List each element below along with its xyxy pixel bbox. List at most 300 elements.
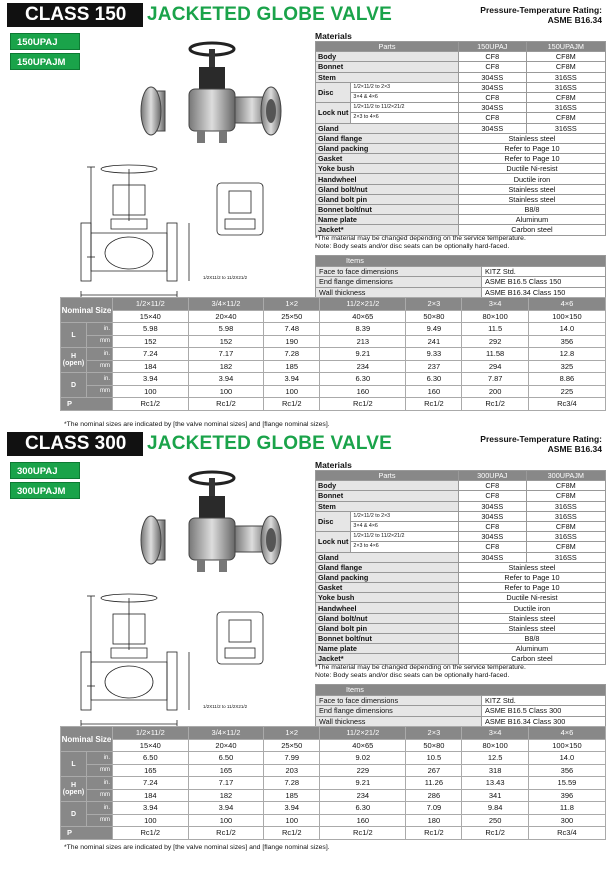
dimension-value-mm: 325 [528, 360, 605, 373]
dimension-value-in: 6.30 [406, 373, 462, 386]
dimension-value-mm: 234 [320, 360, 406, 373]
part-name: Handwheel [316, 603, 459, 613]
material-value: B8/8 [458, 205, 605, 215]
valve-photo [137, 39, 287, 157]
part-name: Gland flange [316, 562, 459, 572]
item-name: Face to face dimensions [316, 695, 482, 706]
table-row [316, 572, 606, 582]
dimension-value-mm: 356 [528, 335, 605, 348]
connection-value: Rc1/2 [264, 827, 320, 840]
standards-table [315, 255, 606, 298]
table-row [316, 277, 606, 288]
dimension-value-mm: 203 [264, 764, 320, 777]
dimension-value-in: 3.94 [113, 373, 189, 386]
dimension-row-mm [61, 385, 606, 398]
unit-inch: in. [87, 752, 113, 765]
material-value: Ductile iron [458, 603, 605, 613]
part-name: Disc [316, 82, 351, 102]
material-value: CF8M [526, 521, 605, 531]
size-range: 2×3 to 4×6 [351, 542, 459, 552]
item-value: KITZ Std. [482, 695, 606, 706]
part-name: Name plate [316, 215, 459, 225]
size-range: 3×4 & 4×6 [351, 92, 459, 102]
model-badge: 150UPAJM [10, 53, 80, 70]
dimension-value-in: 8.86 [528, 373, 605, 386]
dimension-value-mm: 100 [188, 814, 264, 827]
model-badge: 300UPAJM [10, 482, 80, 499]
material-value: Refer to Page 10 [458, 154, 605, 164]
dimension-value-in: 3.94 [264, 802, 320, 815]
item-name: End flange dimensions [316, 277, 482, 288]
table-row [316, 92, 606, 102]
size-mm: 40×65 [320, 310, 406, 323]
connection-row [61, 827, 606, 840]
unit-mm: mm [87, 814, 113, 827]
size-mm: 100×150 [528, 739, 605, 752]
dimension-value-in: 6.50 [113, 752, 189, 765]
dimension-value-mm: 185 [264, 360, 320, 373]
material-value: B8/8 [458, 634, 605, 644]
material-value: Stainless steel [458, 133, 605, 143]
dimension-value-mm: 234 [320, 789, 406, 802]
rating-standard: ASME B16.34 [547, 444, 602, 454]
table-row [316, 716, 606, 727]
table-row [316, 511, 606, 521]
dimension-value-mm: 160 [406, 385, 462, 398]
dimension-value-in: 11.8 [528, 802, 605, 815]
part-name: Body [316, 52, 459, 62]
dimension-value-in: 6.30 [320, 373, 406, 386]
material-value: CF8 [458, 113, 526, 123]
dimension-value-in: 11.58 [462, 348, 529, 361]
dimension-value-mm: 229 [320, 764, 406, 777]
size-range: 3×4 & 4×6 [351, 521, 459, 531]
part-name: Bonnet bolt/nut [316, 634, 459, 644]
dimension-value-in: 9.21 [320, 348, 406, 361]
table-row [316, 123, 606, 133]
material-value: Refer to Page 10 [458, 572, 605, 582]
dimension-value-in: 5.98 [113, 323, 189, 336]
dimension-label: D [61, 802, 87, 827]
valve-drawing [77, 161, 277, 311]
material-value: Aluminum [458, 644, 605, 654]
size-inch: 1/2×11/2 [113, 727, 189, 740]
dimension-value-mm: 100 [188, 385, 264, 398]
table-row [316, 623, 606, 633]
size-mm: 50×80 [406, 310, 462, 323]
material-value: 304SS [458, 82, 526, 92]
header-cell: 300UPAJM [526, 471, 605, 481]
connection-value: Rc1/2 [113, 827, 189, 840]
part-name: Gland flange [316, 133, 459, 143]
material-value: 316SS [526, 552, 605, 562]
material-value: CF8M [526, 542, 605, 552]
material-value: Ductile iron [458, 174, 605, 184]
dimension-label: H (open) [61, 348, 87, 373]
dimension-value-mm: 100 [113, 814, 189, 827]
size-range: 2×3 to 4×6 [351, 113, 459, 123]
table-row [316, 194, 606, 204]
table-row [316, 205, 606, 215]
unit-mm: mm [87, 764, 113, 777]
unit-mm: mm [87, 789, 113, 802]
part-name: Jacket* [316, 225, 459, 235]
materials-header-row [316, 471, 606, 481]
dimension-value-in: 7.17 [188, 348, 264, 361]
material-value: 316SS [526, 501, 605, 511]
size-range: 1/2×11/2 to 2×3 [351, 82, 459, 92]
material-value: Aluminum [458, 215, 605, 225]
table-row [316, 113, 606, 123]
materials-header-row [316, 42, 606, 52]
dimension-value-mm: 152 [113, 335, 189, 348]
footnote: *The nominal sizes are indicated by [the valve nominal sizes] and [flange nominal sizes]. [64, 421, 330, 428]
size-inch-row [61, 727, 606, 740]
size-inch: 3/4×11/2 [188, 298, 264, 311]
material-value: 316SS [526, 123, 605, 133]
items-header-row [316, 685, 606, 696]
dimension-value-in: 3.94 [113, 802, 189, 815]
dimension-value-in: 9.49 [406, 323, 462, 336]
rating-standard: ASME B16.34 [547, 15, 602, 25]
drawing-note: 1/2X11/2 to 11/2X21/2 [203, 275, 248, 280]
connection-value: Rc1/2 [320, 827, 406, 840]
connection-value: Rc3/4 [528, 398, 605, 411]
dimension-value-in: 7.28 [264, 348, 320, 361]
part-name: Jacket* [316, 654, 459, 664]
connection-label: P [61, 398, 113, 411]
size-inch: 1×2 [264, 298, 320, 311]
table-row [316, 634, 606, 644]
dimension-value-mm: 100 [113, 385, 189, 398]
size-inch: 1/2×11/2 [113, 298, 189, 311]
table-row [316, 562, 606, 572]
materials-notes [315, 664, 612, 679]
section-class-300 [7, 432, 606, 856]
size-inch: 2×3 [406, 298, 462, 311]
materials-heading: Materials [315, 31, 352, 41]
materials-table [315, 41, 606, 236]
table-row [316, 72, 606, 82]
size-range: 1/2×11/2 to 2×3 [351, 511, 459, 521]
dimension-value-mm: 241 [406, 335, 462, 348]
model-badge: 150UPAJ [10, 33, 80, 50]
dimension-value-in: 10.5 [406, 752, 462, 765]
part-name: Gasket [316, 583, 459, 593]
dimension-value-in: 7.48 [264, 323, 320, 336]
size-range: 1/2×11/2 to 11/2×21/2 [351, 103, 459, 113]
dimensions-table [60, 297, 606, 411]
size-inch: 2×3 [406, 727, 462, 740]
dimension-value-mm: 180 [406, 814, 462, 827]
part-name: Gland bolt pin [316, 623, 459, 633]
material-value: CF8 [458, 52, 526, 62]
material-value: CF8M [526, 92, 605, 102]
connection-value: Rc1/2 [188, 398, 264, 411]
table-row [316, 532, 606, 542]
footnote: *The nominal sizes are indicated by [the valve nominal sizes] and [flange nominal sizes]. [64, 844, 330, 851]
connection-value: Rc1/2 [462, 398, 529, 411]
nominal-size-label: Nominal Size [61, 727, 113, 752]
material-value: CF8 [458, 481, 526, 491]
unit-inch: in. [87, 373, 113, 386]
dimension-value-in: 14.0 [528, 323, 605, 336]
section-class-150 [7, 3, 606, 429]
table-row [316, 491, 606, 501]
table-row [316, 266, 606, 277]
dimension-value-mm: 165 [113, 764, 189, 777]
header-cell: Parts [316, 42, 459, 52]
material-value: Ductile Ni-resist [458, 164, 605, 174]
size-inch: 11/2×21/2 [320, 727, 406, 740]
pressure-rating [480, 5, 602, 25]
item-name: Face to face dimensions [316, 266, 482, 277]
table-row [316, 184, 606, 194]
item-value: ASME B16.5 Class 150 [482, 277, 606, 288]
table-row [316, 133, 606, 143]
part-name: Bonnet bolt/nut [316, 205, 459, 215]
dimension-value-mm: 292 [462, 335, 529, 348]
dimension-value-mm: 200 [462, 385, 529, 398]
dimension-value-in: 7.99 [264, 752, 320, 765]
size-range: 1/2×11/2 to 11/2×21/2 [351, 532, 459, 542]
table-row [316, 654, 606, 664]
part-name: Gland packing [316, 143, 459, 153]
item-name: Wall thickness [316, 716, 482, 727]
valve-drawing [77, 590, 277, 740]
valve-photo [137, 468, 287, 586]
items-header: Items [316, 685, 606, 696]
materials-table [315, 470, 606, 665]
dimension-value-in: 6.30 [320, 802, 406, 815]
table-row [316, 215, 606, 225]
size-mm: 15×40 [113, 310, 189, 323]
dimensions-table [60, 726, 606, 840]
standards-table [315, 684, 606, 727]
material-value: CF8 [458, 521, 526, 531]
dimension-value-mm: 225 [528, 385, 605, 398]
dimension-value-in: 14.0 [528, 752, 605, 765]
table-row [316, 164, 606, 174]
material-value: 316SS [526, 511, 605, 521]
table-row [316, 613, 606, 623]
material-value: 316SS [526, 82, 605, 92]
dimension-label: L [61, 323, 87, 348]
dimension-value-in: 3.94 [188, 373, 264, 386]
material-value: CF8M [526, 491, 605, 501]
material-value: CF8 [458, 491, 526, 501]
dimension-row-mm [61, 764, 606, 777]
dimension-value-in: 7.87 [462, 373, 529, 386]
rating-label: Pressure-Temperature Rating: [480, 5, 602, 15]
dimension-value-in: 9.21 [320, 777, 406, 790]
dimension-row-in [61, 348, 606, 361]
size-mm: 50×80 [406, 739, 462, 752]
dimension-value-mm: 190 [264, 335, 320, 348]
dimension-value-mm: 160 [320, 814, 406, 827]
unit-mm: mm [87, 385, 113, 398]
dimension-value-in: 3.94 [188, 802, 264, 815]
material-value: 304SS [458, 511, 526, 521]
material-value: CF8M [526, 52, 605, 62]
part-name: Gland [316, 123, 459, 133]
material-value: 304SS [458, 123, 526, 133]
material-value: 304SS [458, 72, 526, 82]
item-name: Wall thickness [316, 287, 482, 298]
model-badge: 300UPAJ [10, 462, 80, 479]
table-row [316, 62, 606, 72]
table-row [316, 644, 606, 654]
dimension-value-mm: 100 [264, 814, 320, 827]
material-value: Stainless steel [458, 194, 605, 204]
size-inch: 4×6 [528, 298, 605, 311]
material-value: Stainless steel [458, 613, 605, 623]
class-label: CLASS 150 [7, 3, 143, 27]
dimension-value-mm: 185 [264, 789, 320, 802]
table-row [316, 174, 606, 184]
dimension-value-mm: 286 [406, 789, 462, 802]
material-value: Carbon steel [458, 225, 605, 235]
material-value: CF8 [458, 62, 526, 72]
dimension-value-in: 11.26 [406, 777, 462, 790]
items-header: Items [316, 256, 606, 267]
dimension-row-in [61, 777, 606, 790]
material-value: 304SS [458, 552, 526, 562]
note-line: Note: Body seats and/or disc seats can be optionally hard-faced. [315, 242, 510, 250]
table-row [316, 143, 606, 153]
table-row [316, 154, 606, 164]
dimension-label: L [61, 752, 87, 777]
dimension-value-mm: 300 [528, 814, 605, 827]
dimension-value-in: 13.43 [462, 777, 529, 790]
item-name: End flange dimensions [316, 706, 482, 717]
note-line: *The material may be changed depending on the service temperature. [315, 664, 526, 671]
items-header-row [316, 256, 606, 267]
part-name: Handwheel [316, 174, 459, 184]
model-list [10, 33, 80, 73]
dimension-value-mm: 318 [462, 764, 529, 777]
connection-value: Rc1/2 [188, 827, 264, 840]
part-name: Stem [316, 501, 459, 511]
connection-value: Rc1/2 [264, 398, 320, 411]
item-value: ASME B16.34 Class 300 [482, 716, 606, 727]
dimension-row-in [61, 323, 606, 336]
size-mm: 80×100 [462, 310, 529, 323]
dimension-value-mm: 152 [188, 335, 264, 348]
size-mm: 40×65 [320, 739, 406, 752]
connection-value: Rc1/2 [113, 398, 189, 411]
dimension-row-mm [61, 789, 606, 802]
unit-inch: in. [87, 777, 113, 790]
size-inch: 3/4×11/2 [188, 727, 264, 740]
table-row [316, 603, 606, 613]
dimension-value-in: 6.50 [188, 752, 264, 765]
section-header [7, 432, 606, 456]
material-value: Ductile Ni-resist [458, 593, 605, 603]
connection-row [61, 398, 606, 411]
part-name: Gasket [316, 154, 459, 164]
size-inch: 3×4 [462, 727, 529, 740]
size-inch: 3×4 [462, 298, 529, 311]
part-name: Lock nut [316, 532, 351, 552]
table-row [316, 501, 606, 511]
dimension-value-mm: 160 [320, 385, 406, 398]
size-mm-row [61, 739, 606, 752]
dimension-row-in [61, 752, 606, 765]
materials-heading: Materials [315, 460, 352, 470]
unit-mm: mm [87, 360, 113, 373]
size-inch: 1×2 [264, 727, 320, 740]
dimension-value-in: 7.09 [406, 802, 462, 815]
dimension-value-mm: 184 [113, 360, 189, 373]
connection-label: P [61, 827, 113, 840]
unit-mm: mm [87, 335, 113, 348]
part-name: Gland bolt pin [316, 194, 459, 204]
table-row [316, 542, 606, 552]
table-row [316, 552, 606, 562]
table-row [316, 706, 606, 717]
dimension-value-mm: 250 [462, 814, 529, 827]
material-value: CF8M [526, 113, 605, 123]
table-row [316, 583, 606, 593]
part-name: Gland bolt/nut [316, 613, 459, 623]
table-row [316, 103, 606, 113]
unit-inch: in. [87, 802, 113, 815]
size-mm: 100×150 [528, 310, 605, 323]
part-name: Gland bolt/nut [316, 184, 459, 194]
size-inch: 4×6 [528, 727, 605, 740]
part-name: Yoke bush [316, 164, 459, 174]
material-value: 316SS [526, 72, 605, 82]
material-value: CF8M [526, 62, 605, 72]
material-value: 304SS [458, 501, 526, 511]
table-row [316, 593, 606, 603]
size-mm-row [61, 310, 606, 323]
dimension-value-in: 8.39 [320, 323, 406, 336]
dimension-value-mm: 294 [462, 360, 529, 373]
dimension-value-in: 7.24 [113, 348, 189, 361]
product-title: JACKETED GLOBE VALVE [147, 4, 393, 25]
drawing-note: 1/2X11/2 to 11/2X21/2 [203, 704, 248, 709]
note-line: Note: Body seats and/or disc seats can be optionally hard-faced. [315, 671, 510, 679]
table-row [316, 225, 606, 235]
part-name: Gland packing [316, 572, 459, 582]
material-value: Stainless steel [458, 184, 605, 194]
header-cell: Parts [316, 471, 459, 481]
dimension-value-in: 9.84 [462, 802, 529, 815]
dimension-value-mm: 356 [528, 764, 605, 777]
part-name: Bonnet [316, 491, 459, 501]
connection-value: Rc3/4 [528, 827, 605, 840]
header-cell: 150UPAJM [526, 42, 605, 52]
dimension-value-mm: 396 [528, 789, 605, 802]
material-value: 304SS [458, 103, 526, 113]
dimension-row-mm [61, 335, 606, 348]
part-name: Bonnet [316, 62, 459, 72]
dimension-value-mm: 182 [188, 789, 264, 802]
part-name: Stem [316, 72, 459, 82]
dimension-value-in: 7.17 [188, 777, 264, 790]
dimension-value-in: 5.98 [188, 323, 264, 336]
section-header [7, 3, 606, 27]
material-value: Refer to Page 10 [458, 583, 605, 593]
table-row [316, 481, 606, 491]
part-name: Body [316, 481, 459, 491]
dimension-value-mm: 165 [188, 764, 264, 777]
material-value: 316SS [526, 103, 605, 113]
table-row [316, 521, 606, 531]
material-value: Stainless steel [458, 623, 605, 633]
